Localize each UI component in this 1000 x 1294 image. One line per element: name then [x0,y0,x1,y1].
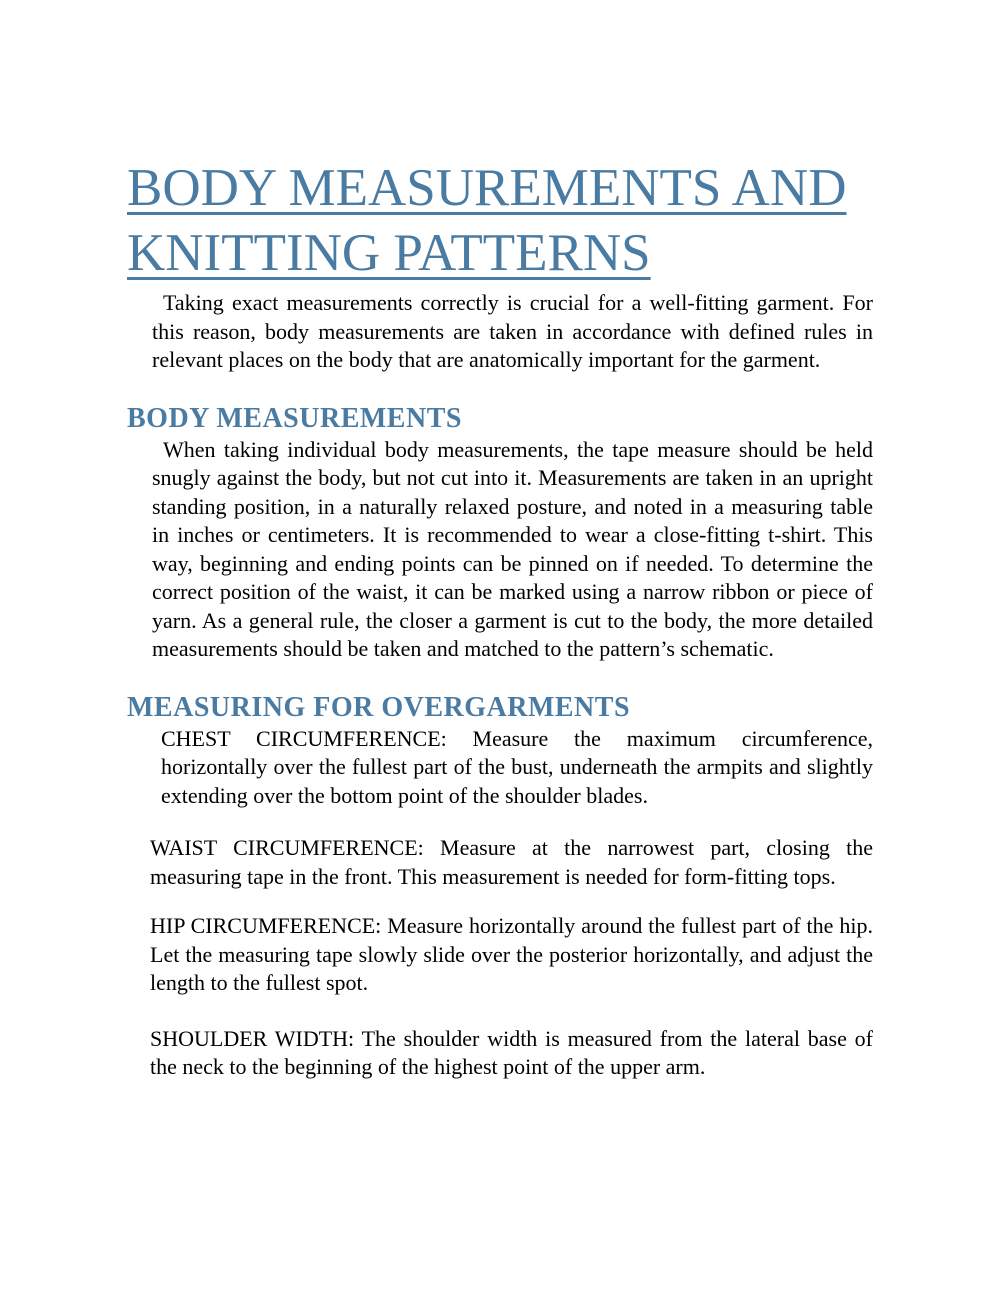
paragraph-chest-circumference: CHEST CIRCUMFERENCE: Measure the maximum circumference, horizontally over the fullest part of the bust, underneath the armpits and slightly extending over the bottom point of the shoulder blades. [161,725,873,808]
intro-paragraph: Taking exact measurements correctly is crucial for a well-fitting garment. For this reason, body measurements are taken in accordance with defined rules in relevant places on the body that are anatomically important for the garment. [152,290,873,372]
paragraph-shoulder-width: SHOULDER WIDTH: The shoulder width is measured from the lateral base of the neck to the beginning of the highest point of the upper arm. [150,1025,873,1079]
paragraph-waist-circumference: WAIST CIRCUMFERENCE: Measure at the narrowest part, closing the measuring tape in the front. This measurement is needed for form-fitting tops. [150,835,873,889]
paragraph-hip-circumference: HIP CIRCUMFERENCE: Measure horizontally around the fullest part of the hip. Let the measuring tape slowly slide over the posterior horizontally, and adjust the length to the fullest spot. [150,913,873,995]
document-title: BODY MEASUREMENTS AND KNITTING PATTERNS [127,159,847,282]
paragraph-body-measurements: When taking individual body measurements, the tape measure should be held snugly against the body, but not cut into it. Measurements are taken in an upright standing position, in a naturally relaxed posture, and noted in a measuring table in inches or centimeters. It is recommended to wear a close-fitting t-shirt. This way, beginning and ending points can be pinned on if needed. To determine the correct position of the waist, it can be marked using a narrow ribbon or piece of yarn. As a general rule, the closer a garment is cut to the body, the more detailed measurements should be taken and matched to the pattern’s schematic. [152,436,873,661]
section-heading-body-measurements: BODY MEASUREMENTS [127,402,462,434]
section-heading-measuring-for-overgarments: MEASURING FOR OVERGARMENTS [127,691,631,723]
